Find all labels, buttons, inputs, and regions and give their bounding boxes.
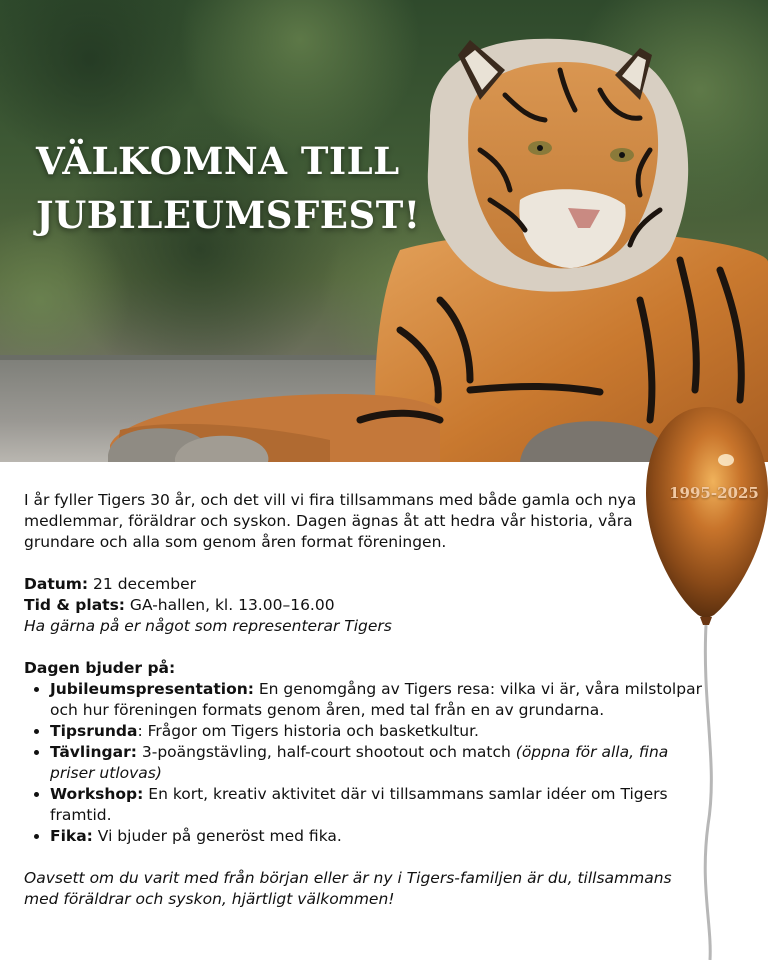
place-label: Tid & plats: xyxy=(24,596,125,614)
intro-paragraph: I år fyller Tigers 30 år, och det vill vi fira tillsammans med både gamla och nya medlemmar, föräldrar och syskon. Dagen ägnas åt att hedra vår historia, våra grundare och alla som genom åren format föreningen. xyxy=(24,491,637,551)
dress-note: Ha gärna på er något som representerar Tigers xyxy=(24,617,392,635)
closing-paragraph: Oavsett om du varit med från början eller är ny i Tigers-familjen är du, tillsammans med föräldrar och syskon, hjärtligt välkommen! xyxy=(24,869,672,908)
hero-title xyxy=(36,134,456,242)
item-label: Workshop: xyxy=(50,785,144,803)
item-text: En kort, kreativ aktivitet där vi tillsammans samlar idéer om Tigers framtid. xyxy=(50,785,668,824)
date-value: 21 december xyxy=(88,575,196,593)
list-item xyxy=(50,721,704,742)
list-item xyxy=(50,784,704,826)
item-label: Jubileumspresentation: xyxy=(50,680,254,698)
place-line xyxy=(24,595,704,616)
offers-heading: Dagen bjuder på: xyxy=(24,659,176,677)
hero-title-line1: VÄLKOMNA TILL xyxy=(36,139,400,183)
item-text: : Frågor om Tigers historia och basketkultur. xyxy=(137,722,479,740)
item-label: Tipsrunda xyxy=(50,722,138,740)
item-label: Tävlingar: xyxy=(50,743,137,761)
item-text: Vi bjuder på generöst med fika. xyxy=(92,827,342,845)
item-text: En genomgång av Tigers resa: vilka vi är, våra milstolpar och hur föreningen formats genom åren, med tal från en av grundarna. xyxy=(50,680,702,719)
place-value: GA-hallen, kl. 13.00–16.00 xyxy=(125,596,335,614)
offers-list xyxy=(24,679,704,847)
date-line xyxy=(24,574,704,595)
date-label: Datum: xyxy=(24,575,89,593)
hero-title-line2: JUBILEUMSFEST! xyxy=(36,193,421,237)
item-text: 3-poängstävling, half-court shootout och match xyxy=(136,743,516,761)
hero-image xyxy=(0,0,768,462)
invitation-body xyxy=(24,490,704,910)
balloon-label: 1995-2025 xyxy=(669,484,759,502)
list-item xyxy=(50,826,704,847)
list-item xyxy=(50,742,704,784)
item-extra: (öppna för alla, fina priser utlovas) xyxy=(50,743,669,782)
list-item xyxy=(50,679,704,721)
item-label: Fika: xyxy=(50,827,93,845)
